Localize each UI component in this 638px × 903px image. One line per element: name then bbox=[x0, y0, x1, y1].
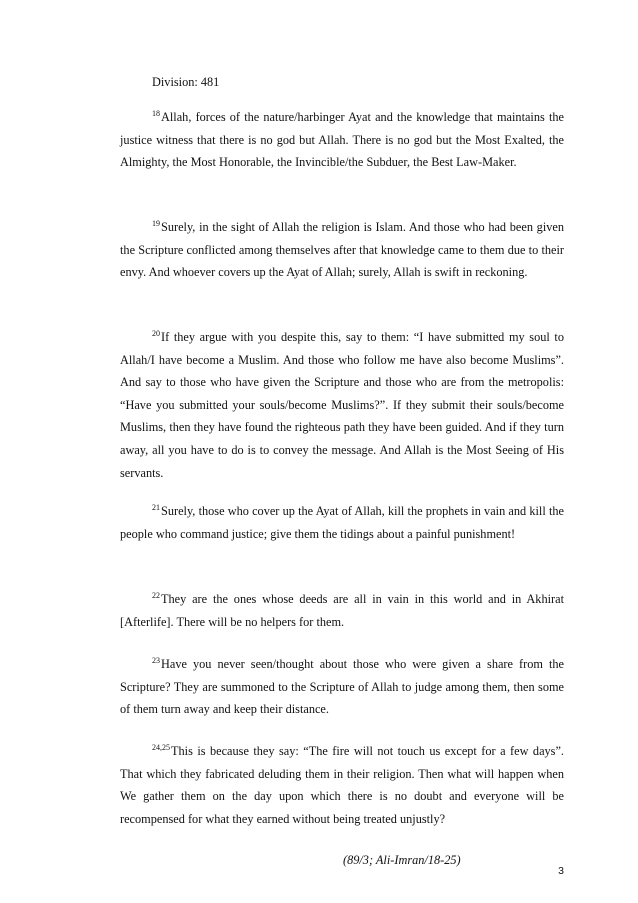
verse-24-25 bbox=[120, 740, 564, 830]
verse-19 bbox=[120, 216, 564, 284]
verse-text: This is because they say: “The fire will not touch us except for a few days”. That which they fabricated deluding them in their religion. Then what will happen when We gather them on the day upon which there is no doubt and everyone will be recompensed for what they earned without being treated unjustly? bbox=[120, 744, 564, 826]
verse-21 bbox=[120, 500, 564, 545]
verse-number: 24,25 bbox=[152, 743, 170, 752]
verse-number: 19 bbox=[152, 219, 160, 228]
verse-number: 20 bbox=[152, 329, 160, 338]
verse-22 bbox=[120, 588, 564, 633]
verse-text: If they argue with you despite this, say to them: “I have submitted my soul to Allah/I have become a Muslim. And those who follow me have also become Muslims”. And say to those who have given the Scripture and those who are from the metropolis: “Have you submitted your souls/become Muslims?”. If they submit their souls/become Muslims, then they have found the righteous path they have been guided. And if they turn away, all you have to do is to convey the message. And Allah is the Most Seeing of His servants. bbox=[120, 330, 564, 480]
division-heading: Division: 481 bbox=[152, 75, 220, 89]
verse-number: 18 bbox=[152, 109, 160, 118]
verse-20 bbox=[120, 326, 564, 484]
verse-number: 23 bbox=[152, 656, 160, 665]
verse-text: Surely, in the sight of Allah the religion is Islam. And those who had been given the Scripture conflicted among themselves after that knowledge came to them due to their envy. And whoever covers up the Ayat of Allah; surely, Allah is swift in reckoning. bbox=[120, 220, 564, 280]
verse-18 bbox=[120, 106, 564, 174]
verse-number: 22 bbox=[152, 591, 160, 600]
verse-number: 21 bbox=[152, 503, 160, 512]
verse-text: Allah, forces of the nature/harbinger Ayat and the knowledge that maintains the justice witness that there is no god but Allah. There is no god but the Most Exalted, the Almighty, the Most Honorable, the Invincible/the Subduer, the Best Law-Maker. bbox=[120, 110, 564, 170]
verse-text: Surely, those who cover up the Ayat of Allah, kill the prophets in vain and kill the people who command justice; give them the tidings about a painful punishment! bbox=[120, 504, 564, 541]
verse-text: Have you never seen/thought about those who were given a share from the Scripture? They are summoned to the Scripture of Allah to judge among them, then some of them turn away and keep their distance. bbox=[120, 657, 564, 717]
verse-23 bbox=[120, 653, 564, 721]
verse-text: They are the ones whose deeds are all in vain in this world and in Akhirat [Afterlife]. There will be no helpers for them. bbox=[120, 592, 564, 629]
verse-citation: (89/3; Ali-Imran/18-25) bbox=[343, 853, 461, 867]
page-number: 3 bbox=[558, 865, 564, 877]
